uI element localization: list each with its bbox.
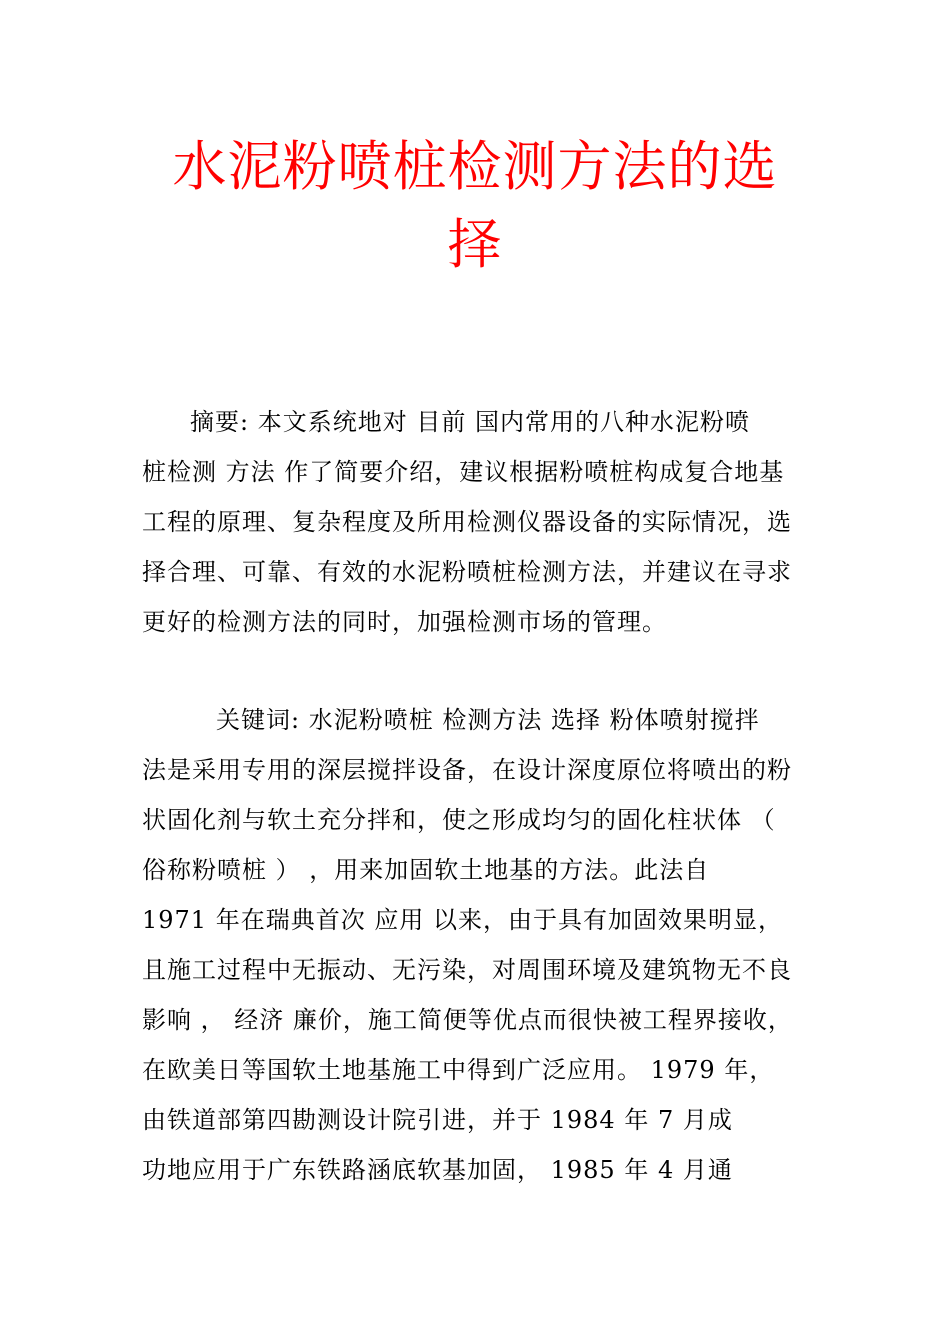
body-line-9: 由铁道部第四勘测设计院引进，并于 1984 年 7 月成 <box>142 1106 733 1134</box>
title-line-2: 择 <box>447 213 503 276</box>
body-line-8: 在欧美日等国软土地基施工中得到广泛应用。 1979 年， <box>142 1056 775 1084</box>
abstract-line-2: 桩检测 方法 作了简要介绍，建议根据粉喷桩构成复合地基 <box>142 458 785 486</box>
abstract-line-1: 摘要: 本文系统地对 目前 国内常用的八种水泥粉喷 <box>190 408 750 436</box>
body-line-5: 1971 年在瑞典首次 应用 以来，由于具有加固效果明显， <box>142 906 783 934</box>
abstract-line-4: 择合理、可靠、有效的水泥粉喷桩检测方法，并建议在寻求 <box>142 558 792 586</box>
body-line-1: 关键词: 水泥粉喷桩 检测方法 选择 粉体喷射搅拌 <box>216 706 760 734</box>
abstract-line-3: 工程的原理、复杂程度及所用检测仪器设备的实际情况，选 <box>142 508 792 536</box>
body-line-10: 功地应用于广东铁路涵底软基加固， 1985 年 4 月通 <box>142 1156 733 1184</box>
body-line-2: 法是采用专用的深层搅拌设备，在设计深度原位将喷出的粉 <box>142 756 792 784</box>
title-line-1: 水泥粉喷桩检测方法的选 <box>172 135 778 198</box>
abstract-line-5: 更好的检测方法的同时，加强检测市场的管理。 <box>142 608 667 636</box>
body-line-3: 状固化剂与软土充分拌和，使之形成均匀的固化柱状体 （ <box>142 806 776 834</box>
body-line-4: 俗称粉喷桩 ） ，用来加固软土地基的方法。此法自 <box>142 856 710 884</box>
body-line-7: 影响 ， 经济 廉价，施工简便等优点而很快被工程界接收， <box>142 1006 793 1034</box>
body-line-6: 且施工过程中无振动、无污染，对周围环境及建筑物无不良 <box>142 956 792 984</box>
